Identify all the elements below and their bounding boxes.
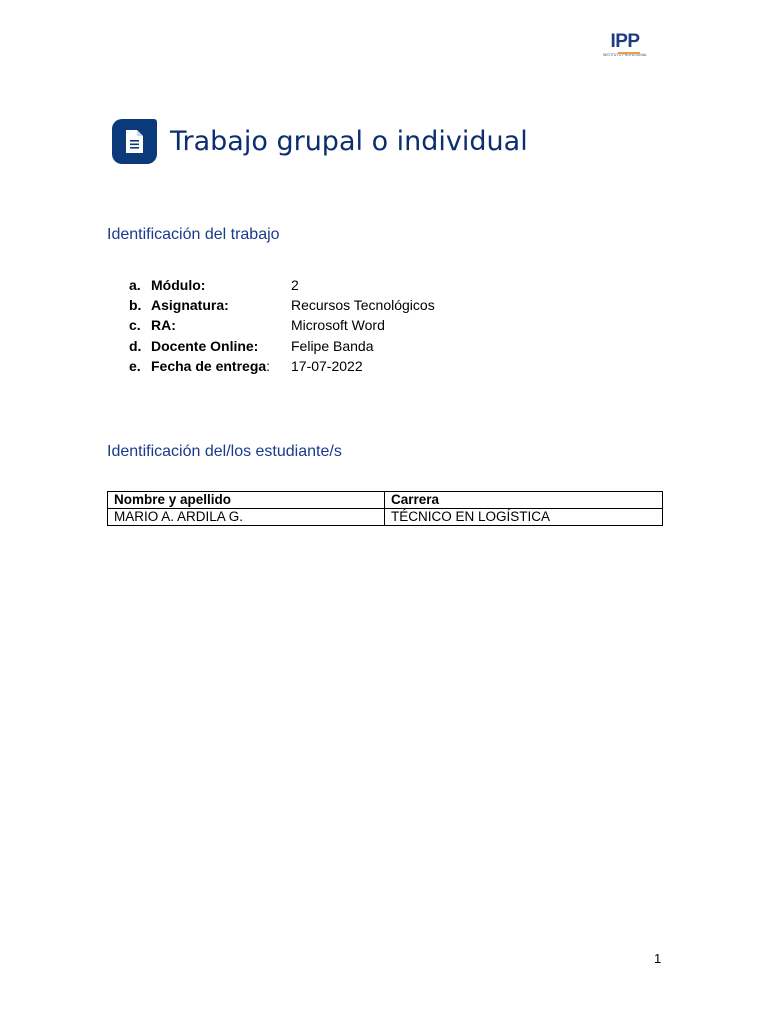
column-header-name: Nombre y apellido bbox=[108, 492, 385, 509]
info-letter: a. bbox=[129, 277, 141, 293]
logo-accent-bar bbox=[618, 52, 640, 54]
info-value: Felipe Banda bbox=[291, 337, 374, 354]
info-value: Recursos Tecnológicos bbox=[291, 297, 435, 314]
students-identification-heading: Identificación del/los estudiante/s bbox=[107, 443, 342, 460]
info-label: Asignatura: bbox=[151, 297, 229, 314]
student-career-cell: TÉCNICO EN LOGÍSTICA bbox=[385, 509, 663, 526]
info-letter: c. bbox=[129, 317, 141, 334]
student-name-cell: MARIO A. ARDILA G. bbox=[108, 509, 385, 526]
table-row bbox=[108, 509, 663, 526]
logo-subtext: INSTITUTO PROFESIONAL bbox=[602, 53, 648, 57]
info-letter: b. bbox=[129, 297, 142, 314]
info-label: RA: bbox=[151, 317, 176, 334]
work-identification-heading: Identificación del trabajo bbox=[107, 226, 280, 243]
page-number: 1 bbox=[654, 951, 662, 966]
info-value: 2 bbox=[291, 277, 299, 293]
info-letter: d. bbox=[129, 337, 142, 354]
students-table bbox=[107, 491, 663, 526]
column-header-career: Carrera bbox=[385, 492, 663, 509]
table-header-row bbox=[108, 492, 663, 509]
document-icon bbox=[112, 119, 157, 164]
info-value: Microsoft Word bbox=[291, 317, 385, 334]
logo-text: IPP bbox=[610, 31, 640, 52]
info-label: Módulo: bbox=[151, 277, 206, 293]
info-letter: e. bbox=[129, 357, 141, 374]
info-label: Docente Online: bbox=[151, 337, 259, 354]
info-label: Fecha de entrega: bbox=[151, 357, 271, 374]
page-title: Trabajo grupal o individual bbox=[170, 126, 528, 157]
info-value: 17-07-2022 bbox=[291, 357, 363, 374]
